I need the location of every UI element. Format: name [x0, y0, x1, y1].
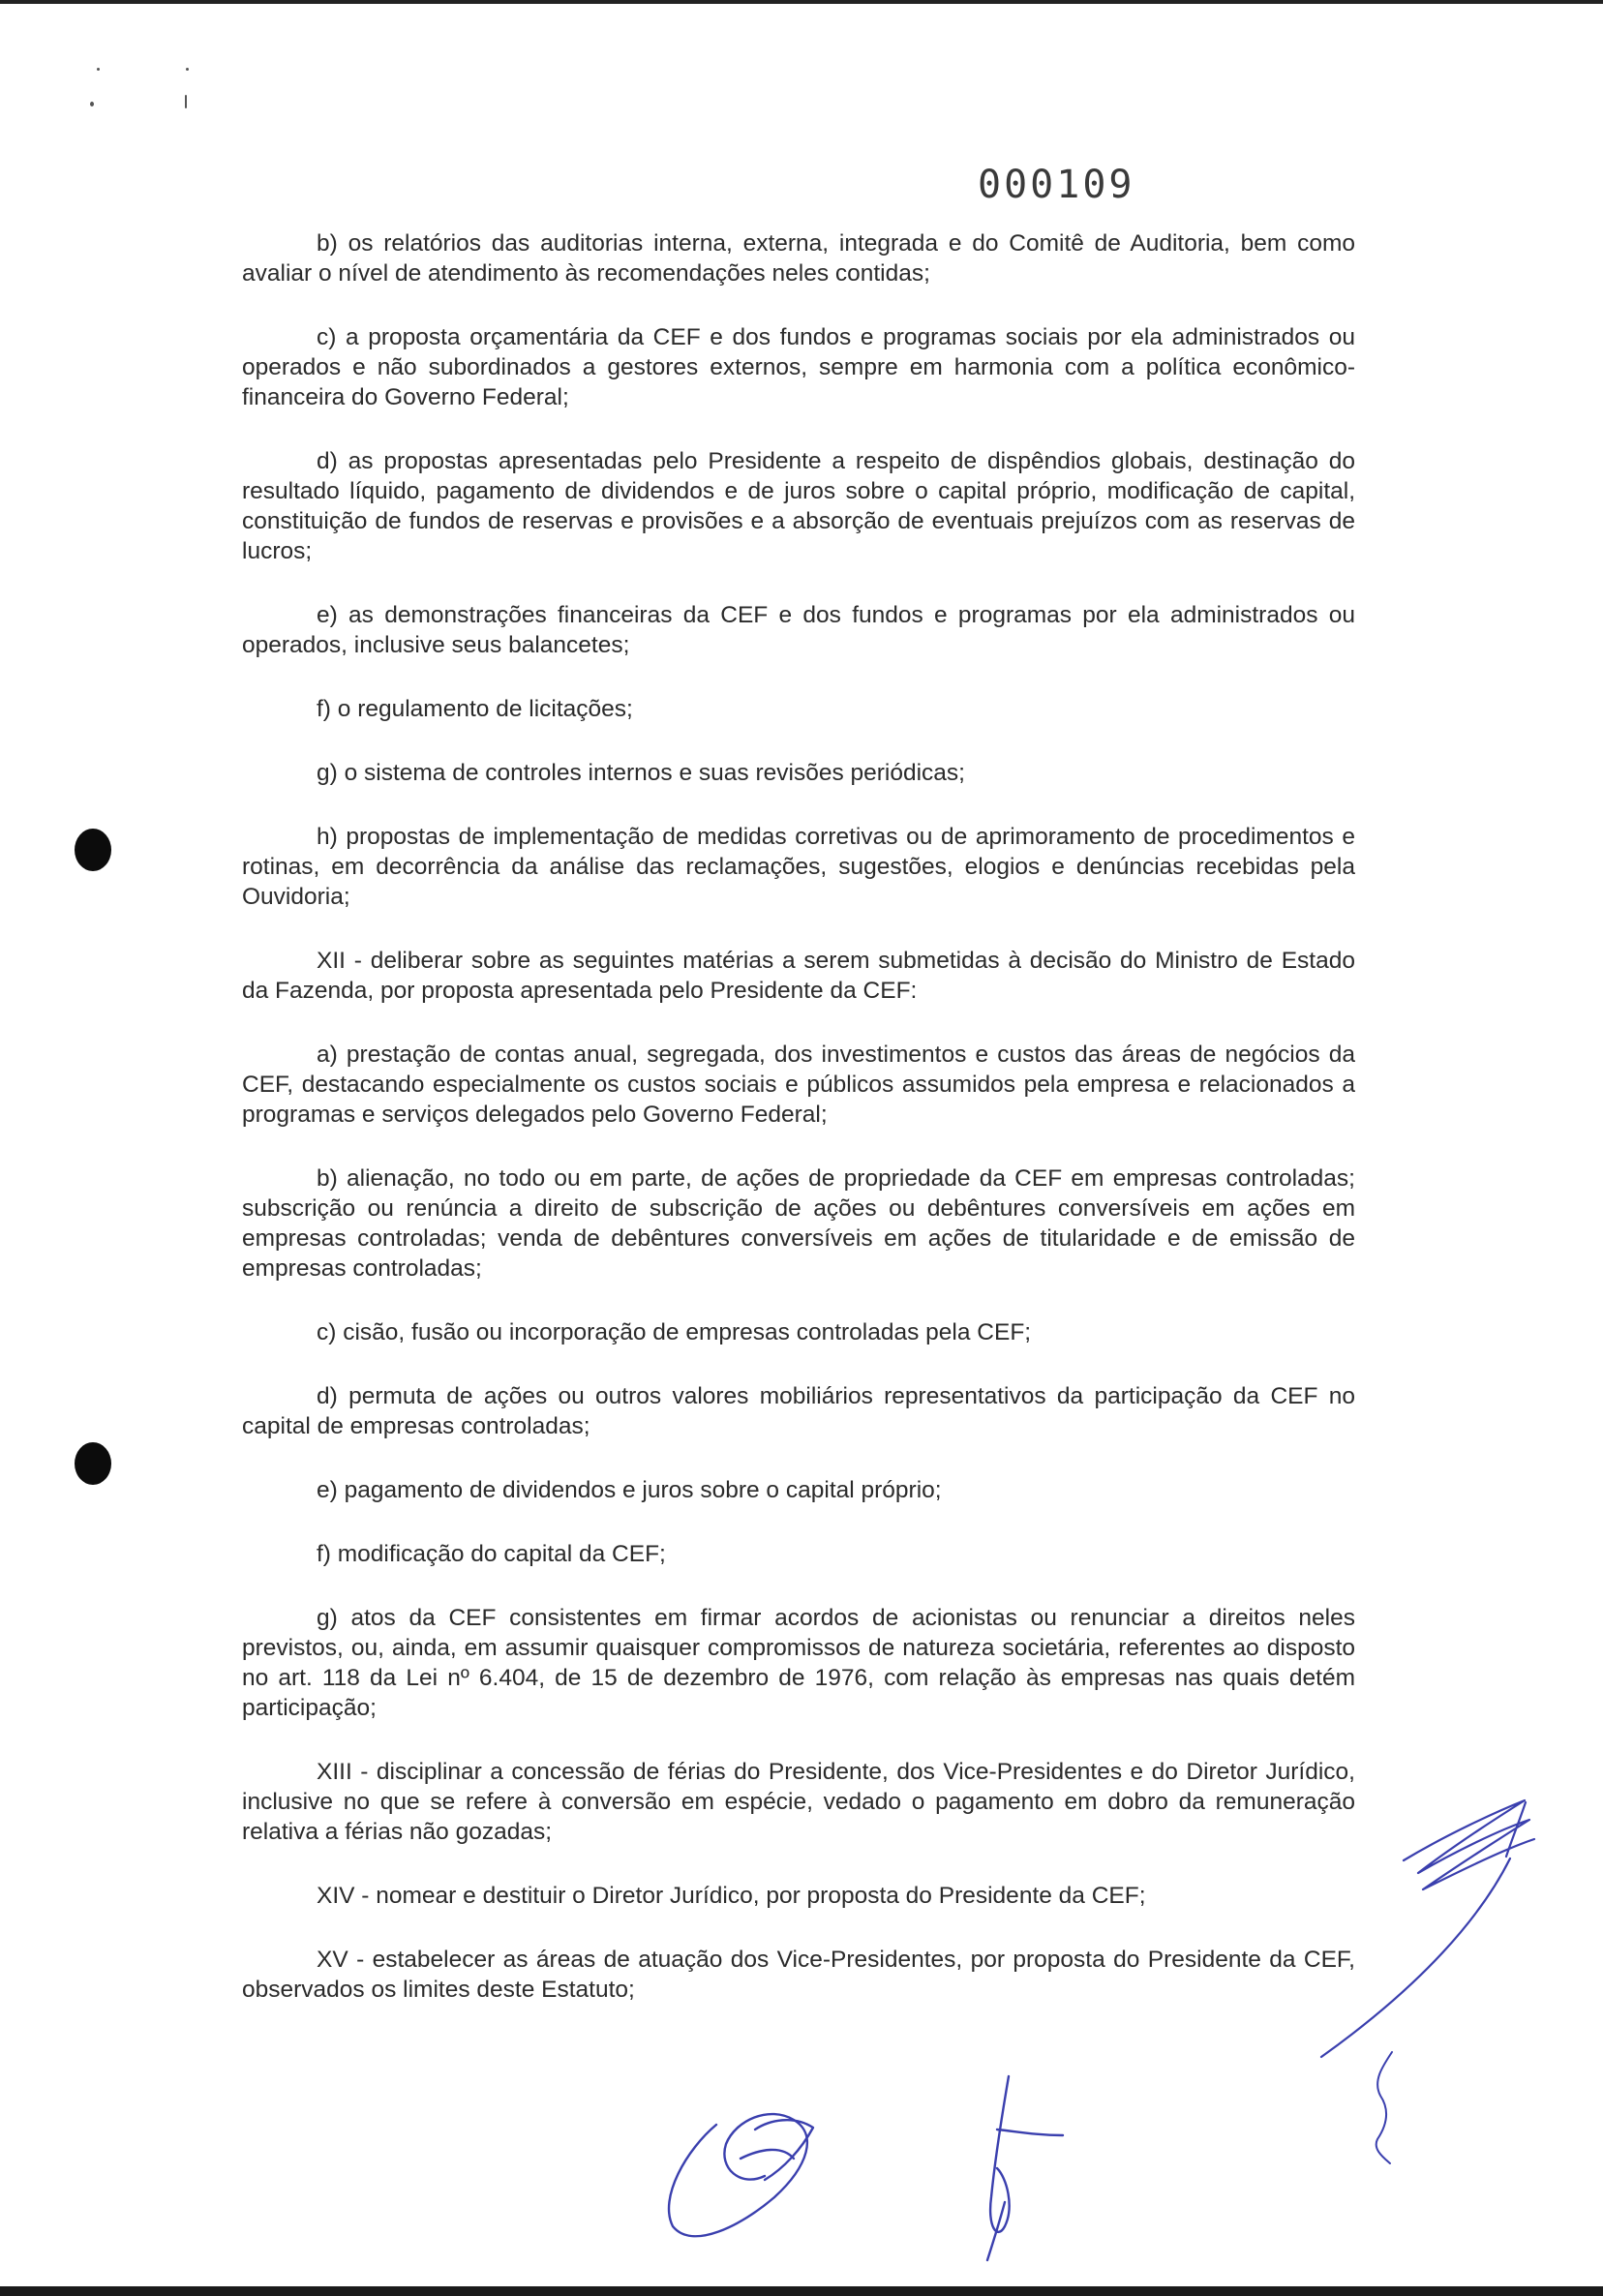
paragraph: g) o sistema de controles internos e suas revisões periódicas;: [317, 760, 965, 786]
paragraph: d) permuta de ações ou outros valores mobiliários representativos da participação da CEF no capital de empresas controladas;: [242, 1383, 1355, 1439]
scan-speck: [186, 68, 189, 71]
paragraph: b) alienação, no todo ou em parte, de ações de propriedade da CEF em empresas controladas; subscrição ou renúncia a direito de subscrição de ações ou debêntures conversíveis em ações em empresas controladas; venda de debêntures conversíveis em ações de titularidade e de emissão de empresas controladas;: [242, 1165, 1355, 1282]
scan-top-edge: [0, 0, 1603, 4]
scan-speck: [90, 102, 94, 106]
paragraph: f) modificação do capital da CEF;: [317, 1541, 666, 1567]
paragraph: c) a proposta orçamentária da CEF e dos fundos e programas sociais por ela administrados ou operados e não subordinados a gestores externos, sempre em harmonia com a política econômico-financeira do Governo Federal;: [242, 324, 1355, 410]
initial-signature-left: [649, 2091, 862, 2255]
paragraph: XIV - nomear e destituir o Diretor Jurídico, por proposta do Presidente da CEF;: [317, 1883, 1146, 1909]
paragraph: h) propostas de implementação de medidas corretivas ou de aprimoramento de procedimentos e rotinas, em decorrência da análise das reclamações, sugestões, elogios e denúncias recebidas pela Ouvidoria;: [242, 824, 1355, 910]
paragraph: XV - estabelecer as áreas de atuação dos Vice-Presidentes, por proposta do Presidente da CEF, observados os limites deste Estatuto;: [242, 1947, 1355, 2003]
paragraph: e) pagamento de dividendos e juros sobre o capital próprio;: [317, 1477, 942, 1503]
paragraph: c) cisão, fusão ou incorporação de empresas controladas pela CEF;: [317, 1319, 1032, 1345]
paragraph: XII - deliberar sobre as seguintes matérias a serem submetidas à decisão do Ministro de Estado da Fazenda, por proposta apresentada pelo Presidente da CEF:: [242, 948, 1355, 1004]
paragraph: e) as demonstrações financeiras da CEF e dos fundos e programas por ela administrados ou operados, inclusive seus balancetes;: [242, 602, 1355, 658]
document-body: [242, 228, 1355, 2039]
punch-hole: [75, 829, 111, 871]
scan-speck: [185, 95, 187, 108]
paragraph: g) atos da CEF consistentes em firmar acordos de acionistas ou renunciar a direitos neles previstos, ou, ainda, em assumir quaisquer compromissos de natureza societária, referentes ao disposto no art. 118 da Lei nº 6.404, de 15 de dezembro de 1976, com relação às empresas nas quais detém participação;: [242, 1605, 1355, 1721]
scan-bottom-edge: [0, 2286, 1603, 2296]
paragraph: d) as propostas apresentadas pelo Presidente a respeito de dispêndios globais, destinação do resultado líquido, pagamento de dividendos e de juros sobre o capital próprio, modificação de capital, constituição de fundos de reservas e provisões e a absorção de eventuais prejuízos com as reservas de lucros;: [242, 448, 1355, 564]
scan-speck: [97, 68, 100, 71]
page-number-stamp: 000109: [978, 163, 1135, 207]
signature-scribble-right: [1287, 1781, 1578, 2071]
initial-signature-middle: [958, 2071, 1084, 2265]
paragraph: b) os relatórios das auditorias interna, externa, integrada e do Comitê de Auditoria, bem como avaliar o nível de atendimento às recomendações neles contidas;: [242, 230, 1355, 287]
punch-hole: [75, 1442, 111, 1485]
paragraph: f) o regulamento de licitações;: [317, 696, 633, 722]
initial-mark: [1334, 2042, 1421, 2188]
paragraph: a) prestação de contas anual, segregada, dos investimentos e custos das áreas de negócios da CEF, destacando especialmente os custos sociais e públicos assumidos pela empresa e relacionados a programas e serviços delegados pelo Governo Federal;: [242, 1042, 1355, 1128]
paragraph: XIII - disciplinar a concessão de férias do Presidente, dos Vice-Presidentes e do Diretor Jurídico, inclusive no que se refere à conversão em espécie, vedado o pagamento em dobro da remuneração relativa a férias não gozadas;: [242, 1759, 1355, 1845]
